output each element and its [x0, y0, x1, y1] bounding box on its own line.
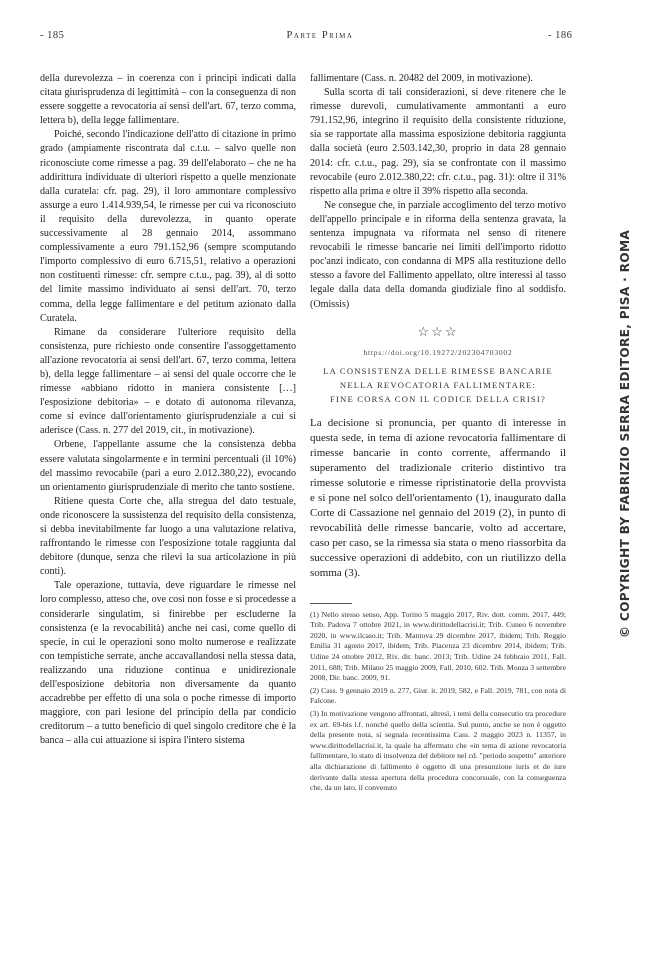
asterism-ornament: ☆☆☆	[417, 323, 459, 339]
paragraph: fallimentare (Cass. n. 20482 del 2009, in motivazione).	[310, 73, 533, 84]
paragraph: Rimane da considerare l'ulteriore requisito della consistenza, pure richiesto onde consentire l'assoggettamento all'azione revocatoria ai sensi dell'art. 67, terzo comma, lettera b), della legge fallimentare – ai sensi del quale occorre che le rimesse «abbiano ridotto in maniera consistente […] l'esposizione debitoria» – e dotato di autonoma rilevanza, come si evince dall'orientamento giurisprudenziale a cui si aderisce (Cass. n. 277 del 2019, cit., in motivazione).	[40, 326, 296, 437]
paragraph: Sulla scorta di tali considerazioni, si deve ritenere che le rimesse durevoli, cumulativamente ammontanti a euro 791.152,96, integrino il requisito della consistente riduzione, sia se rapportate alla massima esposizione debitoria raggiunta dalla società (euro 2.503.142,30, proprio in data 28 gennaio 2014: cfr. c.t.u., pag. 29), sia se confrontate con il massimo revocabile (euro 2.012.380,22: cfr. c.t.u., pag. 31): oltre il 31% rispetto alla prima e oltre il 39% rispetto alla seconda.	[310, 87, 566, 197]
footnote-divider	[310, 603, 352, 604]
page-number-left: - 185	[40, 30, 65, 41]
section-title-line: LA CONSISTENZA DELLE RIMESSE BANCARIE	[323, 365, 553, 376]
footnote: (2) Cass. 9 gennaio 2019 n. 277, Giur. it. 2019, 582, e Fall. 2019, 781, con nota di Falcone.	[310, 685, 566, 706]
paragraph: della durevolezza – in coerenza con i principi indicati dalla citata giurisprudenza di legittimità – con la conseguenza di non essere soggette a revocatoria ai sensi dell'art. 67, terzo comma, lettera b), della legge fallimentare.	[40, 73, 296, 127]
footnote: (3) In motivazione vengono affrontati, altresì, i temi della consecutio tra procedure ex art. 69-bis l.f. nonché quello della scientia. Sul punto, anche se non è oggetto della presente nota, si segnala recentissima Cass. 2 maggio 2023 n. 11357, in www.dirittodellacrisi.it, la quale ha affermato che «in tema di azione revocatoria fallimentare, lo stato di insolvenza del debitore nel cd. "periodo sospetto" anteriore alla dichiarazione di fallimento è oggetto di una presunzione iuris et de iure derivante dalla stessa apertura della procedura concorsuale, con la conseguenza che, da un lato, il convenuto	[310, 708, 566, 793]
paragraph: Tale operazione, tuttavia, deve riguardare le rimesse nel loro complesso, atteso che, ove così non fosse e si procedesse a considerarle singulatim, si finirebbe per escluderne la consistenza (e la revocabilità) anche nei casi, come quello di specie, in cui le operazioni sono molto numerose e realizzate con tempistiche serrate, anche accavallandosi nella stessa data, realizzando una riduzione continua e unidirezionale dell'esposizione debitoria non diversamente da quanto accadrebbe per effetto di una sola o poche rimesse di importo maggiore, con pari lesione del principio della par condicio creditorum – a tutto beneficio di quel singolo creditore che è la banca – alla cui attuazione si ispira l'intero sistema	[40, 580, 296, 747]
running-header-title: Parte Prima	[286, 30, 354, 41]
paragraph: Ne consegue che, in parziale accoglimento del terzo motivo dell'appello principale e in riforma della sentenza gravata, la sentenza impugnata va riformata nel senso di ritenere revocabili le rimesse bancarie nei limiti dell'importo ridotto poc'anzi indicato, con condanna di MPS alla restituzione dello stesso a favore del Fallimento appellato, oltre interessi al tasso legale dalla data della domanda giudiziale fino al soddisfo. (Omissis)	[310, 199, 566, 310]
section-title-line: NELLA REVOCATORIA FALLIMENTARE:	[339, 379, 537, 390]
paragraph: Ritiene questa Corte che, alla stregua del dato testuale, onde riconoscere la sussistenza del requisito della consistenza, si debba inevitabilmente far luogo a una valutazione relativa, raffrontando le rimesse con l'esposizione totale raggiunta dal debitore (dunque, senza che rilevi la sua articolazione in più conti).	[40, 495, 296, 578]
lead-paragraph: La decisione si pronuncia, per quanto di interesse in questa sede, in tema di azione revocatoria fallimentare di rimesse bancarie in conto corrente, affermando il superamento del tradizionale criterio distintivo tra rimesse solutorie e rimesse ripristinatorie della provvista e si pone nel solco dell'orientamento (1), inaugurato dalla Corte di Cassazione nel gennaio del 2019 (2), in punto di revocabilità delle rimesse bancarie, volto ad accertare, caso per caso, se la rimessa sia stata o meno riassorbita da successive operazioni di addebito, con un riutilizzo della somma (3).	[310, 416, 566, 579]
section-title	[310, 364, 566, 406]
left-text-column	[40, 72, 296, 749]
paragraph: Orbene, l'appellante assume che la consistenza debba essere valutata singolarmente e in termini percentuali (il 10%) del massimo revocabile (pari a euro 2.012.380,22), evocando un orientamento giurisprudenziale di merito che tanto sostiene.	[40, 439, 296, 493]
footnote: (1) Nello stesso senso, App. Torino 5 maggio 2017, Riv. dott. comm. 2017, 449; Trib. Padova 7 ottobre 2021, in www.dirittodellacrisi.it; Trib. Cuneo 6 novembre 2020, in www.ilcaso.it; Trib. Mantova 29 dicembre 2017, ibidem; Trib. Reggio Emilia 31 agosto 2017, ibidem; Trib. Piacenza 23 dicembre 2014, ibidem; Trib. Udine 24 ottobre 2012, Riv. dir. banc. 2013; Trib. Udine 24 febbraio 2011, Fall. 2011, 688; Trib. Milano 25 maggio 2009, Fall. 2010, 602. Trib. Monza 3 settembre 2008, Dir. banc. 2009, 91.	[310, 609, 566, 683]
section-title-line: FINE CORSA CON IL CODICE DELLA CRISI?	[330, 393, 546, 404]
right-text-column	[310, 72, 566, 796]
doi-link[interactable]: https://doi.org/10.19272/202304703002	[363, 347, 513, 357]
paragraph: Poiché, secondo l'indicazione dell'atto di citazione in primo grado (ampiamente riscontrata dal c.t.u. – salvo quelle non riconosciute come rimesse a pag. 39 dell'elaborato – che ne ha addirittura individuate di ulteriori rispetto a quelle menzionate dalla curatela: cfr. pag. 29), il loro ammontare complessivo assurge a euro 1.414.939,54, le rimesse per cui va riconosciuto il requisito della durevolezza, in quanto operate successivamente al 28 gennaio 2014, assommano complessivamente a euro 791.152,96 (sempre scomputando l'importo complessivo di euro 6.715,51, relativo a operazioni non costituenti rimesse: cfr. sempre c.t.u., pag. 39), al di sotto del limite massimo individuato ai sensi dell'art. 70, terzo comma, della legge fallimentare e del petitum azionato dalla Curatela.	[40, 129, 296, 324]
page-number-right: - 186	[548, 30, 573, 41]
copyright-sidebar: © COPYRIGHT BY FABRIZIO SERRA EDITORE, PISA · ROMA	[618, 229, 632, 639]
